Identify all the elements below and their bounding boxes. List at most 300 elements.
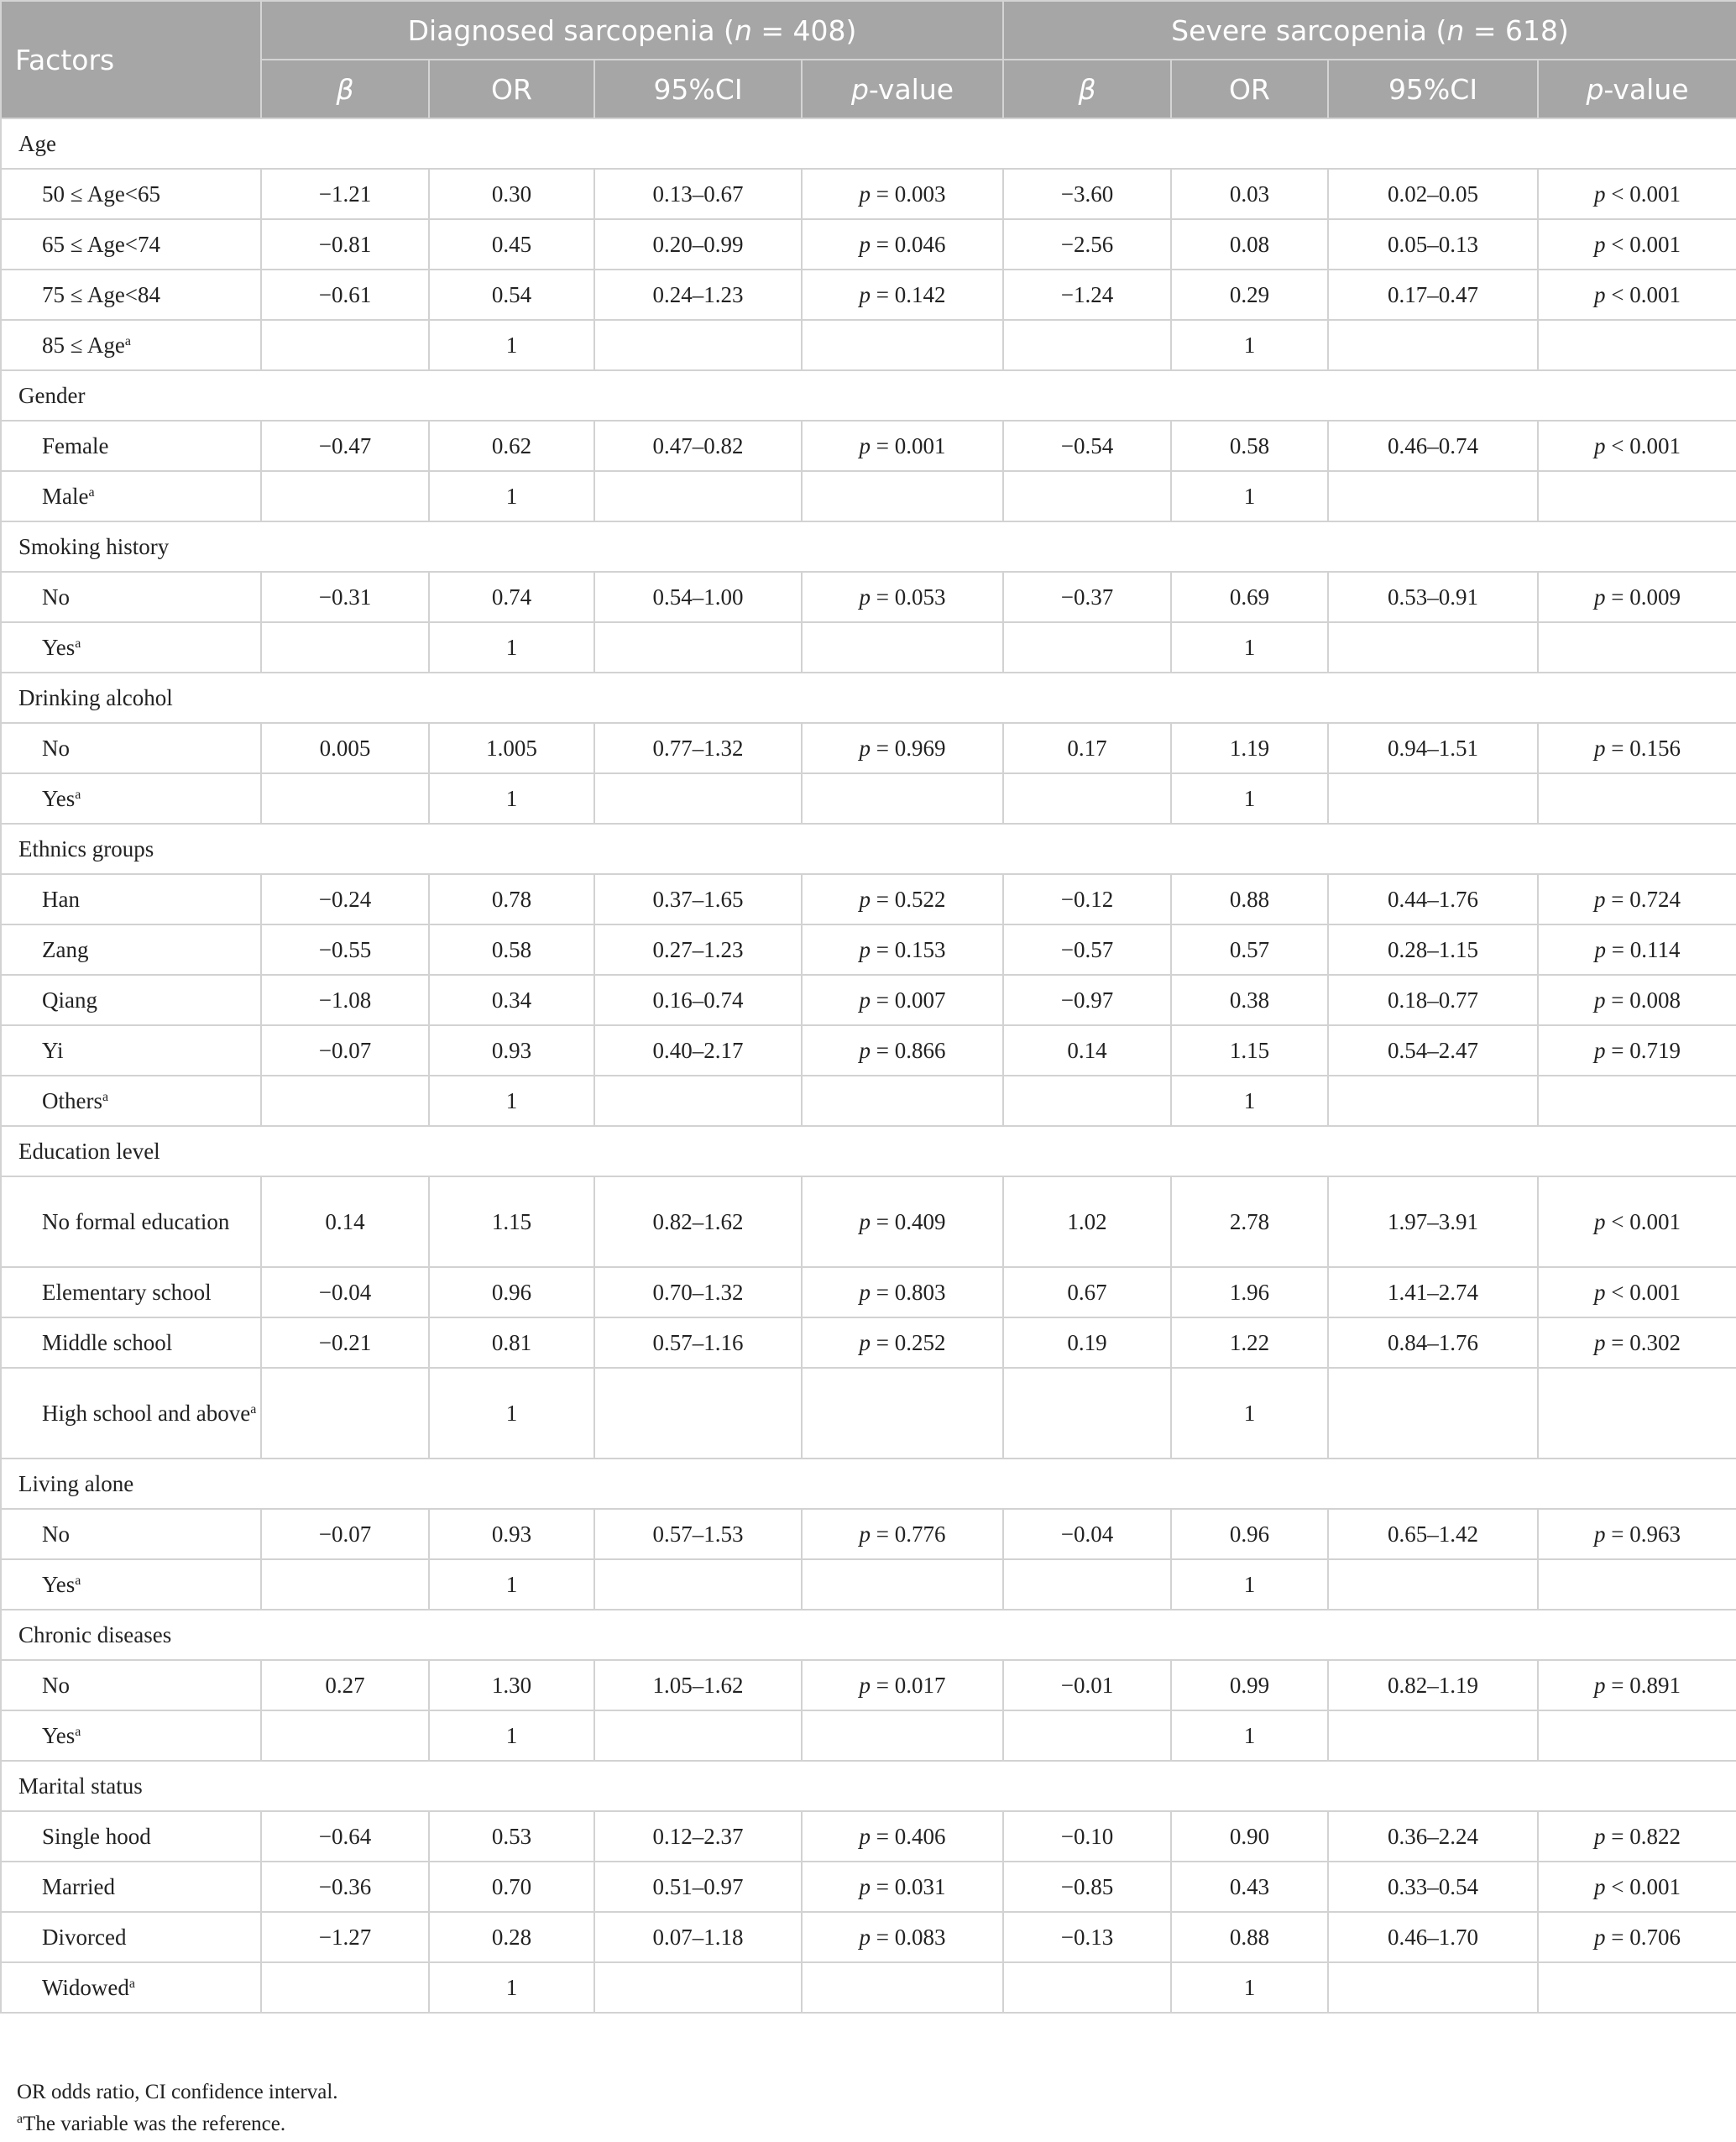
- row-label-text: No formal education: [42, 1209, 230, 1234]
- diagnosed-p-value-cell: [802, 1710, 1003, 1761]
- diagnosed-p-value-cell: [802, 1025, 1003, 1076]
- header-group-diagnosed: Diagnosed sarcopenia (n = 408): [261, 1, 1003, 60]
- diagnosed-ci-cell: 0.37–1.65: [594, 874, 802, 924]
- row-label: [1, 622, 261, 673]
- severe-or-cell: 0.96: [1171, 1509, 1328, 1559]
- diagnosed-or-cell: 1: [429, 320, 594, 370]
- table-row: [1, 1862, 1736, 1912]
- severe-ci-cell: 0.46–0.74: [1328, 421, 1538, 471]
- severe-p-value-cell: [1538, 723, 1736, 773]
- p-value: < 0.001: [1605, 1209, 1681, 1234]
- severe-beta-cell: [1003, 1710, 1171, 1761]
- empty-cell: [802, 521, 1003, 572]
- row-label-text: No: [42, 736, 70, 761]
- diagnosed-ci-cell: 0.27–1.23: [594, 924, 802, 975]
- table-header: [1, 1, 1736, 118]
- p-symbol: p: [1594, 584, 1606, 610]
- p-symbol: p: [1594, 937, 1606, 962]
- diagnosed-ci-cell: 0.82–1.62: [594, 1176, 802, 1267]
- severe-ci-cell: 0.84–1.76: [1328, 1317, 1538, 1368]
- p-symbol: p: [1594, 1521, 1606, 1547]
- row-label-text: Male: [42, 484, 89, 509]
- section-row: [1, 1459, 1736, 1509]
- section-title: Age: [1, 118, 261, 169]
- empty-cell: [429, 1610, 594, 1660]
- severe-p-value-cell: [1538, 1317, 1736, 1368]
- severe-ci-cell: 0.18–0.77: [1328, 975, 1538, 1025]
- severe-or-cell: 0.69: [1171, 572, 1328, 622]
- diagnosed-or-cell: 1: [429, 1962, 594, 2013]
- severe-beta-cell: −0.10: [1003, 1811, 1171, 1862]
- severe-beta-cell: [1003, 1962, 1171, 2013]
- severe-ci-cell: 0.46–1.70: [1328, 1912, 1538, 1962]
- severe-p-value-cell: [1538, 219, 1736, 270]
- reference-mark: a: [88, 485, 95, 500]
- diagnosed-or-cell: 0.28: [429, 1912, 594, 1962]
- severe-beta-cell: −0.57: [1003, 924, 1171, 975]
- table-row: [1, 1176, 1736, 1267]
- header-ci: 95%CI: [1328, 60, 1538, 118]
- severe-p-value-cell: [1538, 975, 1736, 1025]
- severe-p-value-cell: [1538, 773, 1736, 824]
- severe-or-cell: 0.90: [1171, 1811, 1328, 1862]
- severe-ci-cell: [1328, 1559, 1538, 1610]
- diagnosed-or-cell: 0.53: [429, 1811, 594, 1862]
- p-value: = 0.963: [1605, 1521, 1681, 1547]
- row-label: [1, 219, 261, 270]
- diagnosed-p-value-cell: [802, 773, 1003, 824]
- reference-mark: a: [75, 788, 81, 802]
- diagnosed-or-cell: 0.93: [429, 1025, 594, 1076]
- diagnosed-p-value-cell: [802, 270, 1003, 320]
- row-label: [1, 1710, 261, 1761]
- row-label: [1, 1660, 261, 1710]
- severe-p-value-cell: [1538, 320, 1736, 370]
- empty-cell: [1328, 673, 1538, 723]
- diagnosed-p-value-cell: [802, 572, 1003, 622]
- header-p-value: p-value: [802, 60, 1003, 118]
- table-row: [1, 1811, 1736, 1862]
- diagnosed-beta-cell: [261, 1559, 429, 1610]
- p-value: = 0.053: [871, 584, 946, 610]
- row-label-text: No: [42, 1521, 70, 1547]
- severe-p-value-cell: [1538, 1509, 1736, 1559]
- empty-cell: [1328, 824, 1538, 874]
- table-row: [1, 320, 1736, 370]
- row-label: [1, 1862, 261, 1912]
- empty-cell: [1538, 1126, 1736, 1176]
- diagnosed-ci-cell: 0.77–1.32: [594, 723, 802, 773]
- severe-p-value-cell: [1538, 1862, 1736, 1912]
- header-group-severe: Severe sarcopenia (n = 618): [1003, 1, 1736, 60]
- diagnosed-or-cell: 0.54: [429, 270, 594, 320]
- severe-beta-cell: −0.85: [1003, 1862, 1171, 1912]
- reference-mark: a: [128, 1977, 135, 1991]
- diagnosed-beta-cell: −0.36: [261, 1862, 429, 1912]
- p-symbol: p: [859, 1925, 871, 1950]
- empty-cell: [1171, 521, 1328, 572]
- empty-cell: [594, 370, 802, 421]
- p-value: = 0.706: [1605, 1925, 1681, 1950]
- p-value: = 0.969: [871, 736, 946, 761]
- empty-cell: [594, 521, 802, 572]
- severe-ci-cell: 0.82–1.19: [1328, 1660, 1538, 1710]
- section-title: Chronic diseases: [1, 1610, 261, 1660]
- diagnosed-ci-cell: 0.54–1.00: [594, 572, 802, 622]
- p-value: < 0.001: [1605, 232, 1681, 257]
- p-value: = 0.003: [871, 181, 946, 207]
- diagnosed-ci-cell: [594, 320, 802, 370]
- diagnosed-p-value-cell: [802, 1509, 1003, 1559]
- severe-beta-cell: [1003, 622, 1171, 673]
- p-symbol: p: [859, 433, 871, 458]
- diagnosed-or-cell: 1: [429, 1559, 594, 1610]
- row-label: [1, 1559, 261, 1610]
- empty-cell: [261, 1126, 429, 1176]
- section-title: Education level: [1, 1126, 261, 1176]
- table-row: [1, 1267, 1736, 1317]
- p-value: = 0.252: [871, 1330, 946, 1355]
- diagnosed-ci-cell: [594, 471, 802, 521]
- diagnosed-beta-cell: [261, 471, 429, 521]
- diagnosed-or-cell: 1: [429, 471, 594, 521]
- empty-cell: [429, 1761, 594, 1811]
- severe-p-value-cell: [1538, 1811, 1736, 1862]
- diagnosed-ci-cell: 0.57–1.53: [594, 1509, 802, 1559]
- empty-cell: [1171, 1610, 1328, 1660]
- p-value: = 0.822: [1605, 1824, 1681, 1849]
- diagnosed-p-value-cell: [802, 169, 1003, 219]
- header-beta: β: [261, 60, 429, 118]
- empty-cell: [1003, 1610, 1171, 1660]
- p-symbol: p: [1594, 433, 1606, 458]
- row-label-text: Middle school: [42, 1330, 173, 1355]
- p-symbol: p: [1594, 1925, 1606, 1950]
- p-value: = 0.142: [871, 282, 946, 307]
- severe-beta-cell: −1.24: [1003, 270, 1171, 320]
- severe-or-cell: 1: [1171, 622, 1328, 673]
- row-label-text: Single hood: [42, 1824, 151, 1849]
- severe-or-cell: 2.78: [1171, 1176, 1328, 1267]
- row-label: [1, 572, 261, 622]
- p-symbol: p: [1594, 181, 1606, 207]
- diagnosed-ci-cell: 0.40–2.17: [594, 1025, 802, 1076]
- diagnosed-p-value-cell: [802, 1176, 1003, 1267]
- severe-beta-cell: 0.17: [1003, 723, 1171, 773]
- empty-cell: [429, 1459, 594, 1509]
- severe-ci-cell: [1328, 1368, 1538, 1459]
- diagnosed-beta-cell: −0.31: [261, 572, 429, 622]
- header-ci: 95%CI: [594, 60, 802, 118]
- section-title: Smoking history: [1, 521, 261, 572]
- diagnosed-p-value-cell: [802, 1660, 1003, 1710]
- severe-beta-cell: −0.13: [1003, 1912, 1171, 1962]
- table-row: [1, 1710, 1736, 1761]
- row-label-text: 75 ≤ Age<84: [42, 282, 161, 307]
- diagnosed-beta-cell: −1.08: [261, 975, 429, 1025]
- p-value: < 0.001: [1605, 282, 1681, 307]
- diagnosed-p-value-cell: [802, 1862, 1003, 1912]
- diagnosed-p-value-cell: [802, 1912, 1003, 1962]
- p-value: = 0.083: [871, 1925, 946, 1950]
- p-symbol: p: [859, 937, 871, 962]
- empty-cell: [1328, 1610, 1538, 1660]
- row-label: [1, 421, 261, 471]
- p-symbol: p: [859, 232, 871, 257]
- diagnosed-or-cell: 0.96: [429, 1267, 594, 1317]
- p-symbol: p: [1594, 1038, 1606, 1063]
- severe-or-cell: 1: [1171, 773, 1328, 824]
- p-symbol: p: [859, 736, 871, 761]
- severe-or-cell: 0.58: [1171, 421, 1328, 471]
- header-or: OR: [429, 60, 594, 118]
- severe-p-value-cell: [1538, 1962, 1736, 2013]
- p-symbol: p: [1594, 1824, 1606, 1849]
- severe-ci-cell: 0.05–0.13: [1328, 219, 1538, 270]
- p-symbol: p: [859, 1874, 871, 1899]
- diagnosed-p-value-cell: [802, 1368, 1003, 1459]
- severe-beta-cell: [1003, 471, 1171, 521]
- diagnosed-ci-cell: 0.57–1.16: [594, 1317, 802, 1368]
- severe-beta-cell: −0.37: [1003, 572, 1171, 622]
- severe-beta-cell: [1003, 320, 1171, 370]
- severe-ci-cell: 0.65–1.42: [1328, 1509, 1538, 1559]
- diagnosed-ci-cell: [594, 1710, 802, 1761]
- p-value: = 0.007: [871, 987, 946, 1013]
- severe-or-cell: 0.08: [1171, 219, 1328, 270]
- empty-cell: [594, 1126, 802, 1176]
- diagnosed-ci-cell: [594, 773, 802, 824]
- reference-mark: a: [250, 1402, 257, 1417]
- p-symbol: p: [859, 1038, 871, 1063]
- empty-cell: [1328, 521, 1538, 572]
- diagnosed-ci-cell: 0.70–1.32: [594, 1267, 802, 1317]
- row-label-text: Married: [42, 1874, 115, 1899]
- severe-ci-cell: 0.02–0.05: [1328, 169, 1538, 219]
- p-symbol: p: [1594, 1330, 1606, 1355]
- diagnosed-or-cell: 1: [429, 1076, 594, 1126]
- empty-cell: [261, 824, 429, 874]
- empty-cell: [802, 1761, 1003, 1811]
- row-label: [1, 1317, 261, 1368]
- table-row: [1, 1660, 1736, 1710]
- diagnosed-or-cell: 0.45: [429, 219, 594, 270]
- p-symbol: p: [859, 1209, 871, 1234]
- diagnosed-or-cell: 1.30: [429, 1660, 594, 1710]
- empty-cell: [802, 1126, 1003, 1176]
- empty-cell: [802, 824, 1003, 874]
- p-symbol: p: [1594, 282, 1606, 307]
- table-row: [1, 1317, 1736, 1368]
- section-row: [1, 370, 1736, 421]
- severe-beta-cell: −0.97: [1003, 975, 1171, 1025]
- section-row: [1, 824, 1736, 874]
- empty-cell: [802, 1610, 1003, 1660]
- table-row: [1, 1368, 1736, 1459]
- empty-cell: [261, 521, 429, 572]
- severe-p-value-cell: [1538, 1025, 1736, 1076]
- empty-cell: [1328, 1761, 1538, 1811]
- severe-p-value-cell: [1538, 1912, 1736, 1962]
- severe-or-cell: 1: [1171, 471, 1328, 521]
- diagnosed-ci-cell: 0.47–0.82: [594, 421, 802, 471]
- diagnosed-beta-cell: −0.47: [261, 421, 429, 471]
- severe-or-cell: 1: [1171, 1076, 1328, 1126]
- severe-ci-cell: 0.17–0.47: [1328, 270, 1538, 320]
- empty-cell: [429, 1126, 594, 1176]
- row-label-text: Qiang: [42, 987, 97, 1013]
- p-value: = 0.008: [1605, 987, 1681, 1013]
- empty-cell: [1171, 824, 1328, 874]
- severe-or-cell: 0.57: [1171, 924, 1328, 975]
- p-value: = 0.409: [871, 1209, 946, 1234]
- severe-ci-cell: 0.28–1.15: [1328, 924, 1538, 975]
- severe-p-value-cell: [1538, 421, 1736, 471]
- table-row: [1, 874, 1736, 924]
- table-row: [1, 622, 1736, 673]
- severe-beta-cell: 0.67: [1003, 1267, 1171, 1317]
- empty-cell: [594, 1459, 802, 1509]
- diagnosed-p-value-cell: [802, 1811, 1003, 1862]
- diagnosed-beta-cell: [261, 1076, 429, 1126]
- empty-cell: [1171, 673, 1328, 723]
- note-reference: $^a$The variable was the reference.: [17, 2112, 286, 2135]
- severe-beta-cell: 0.19: [1003, 1317, 1171, 1368]
- diagnosed-beta-cell: −1.21: [261, 169, 429, 219]
- header-beta: β: [1003, 60, 1171, 118]
- diagnosed-beta-cell: [261, 320, 429, 370]
- empty-cell: [261, 370, 429, 421]
- empty-cell: [802, 673, 1003, 723]
- row-label: [1, 1509, 261, 1559]
- p-symbol: p: [859, 1824, 871, 1849]
- empty-cell: [1538, 370, 1736, 421]
- severe-beta-cell: −0.12: [1003, 874, 1171, 924]
- p-symbol: p: [859, 584, 871, 610]
- severe-p-value-cell: [1538, 924, 1736, 975]
- p-symbol: p: [1594, 232, 1606, 257]
- empty-cell: [594, 824, 802, 874]
- severe-beta-cell: [1003, 1368, 1171, 1459]
- empty-cell: [429, 824, 594, 874]
- row-label-text: Yes: [42, 1723, 76, 1748]
- row-label: [1, 1368, 261, 1459]
- diagnosed-ci-cell: 0.13–0.67: [594, 169, 802, 219]
- p-value: < 0.001: [1605, 1874, 1681, 1899]
- table-row: [1, 1076, 1736, 1126]
- p-symbol: p: [859, 987, 871, 1013]
- empty-cell: [261, 1761, 429, 1811]
- severe-or-cell: 1.15: [1171, 1025, 1328, 1076]
- table-row: [1, 471, 1736, 521]
- diagnosed-ci-cell: [594, 1076, 802, 1126]
- header-or: OR: [1171, 60, 1328, 118]
- diagnosed-p-value-cell: [802, 219, 1003, 270]
- diagnosed-beta-cell: [261, 622, 429, 673]
- table-notes: [17, 2077, 338, 2140]
- row-label-text: 50 ≤ Age<65: [42, 181, 161, 207]
- severe-ci-cell: [1328, 1710, 1538, 1761]
- diagnosed-ci-cell: [594, 622, 802, 673]
- severe-ci-cell: 0.94–1.51: [1328, 723, 1538, 773]
- p-value: = 0.866: [871, 1038, 946, 1063]
- severe-beta-cell: −0.04: [1003, 1509, 1171, 1559]
- row-label-text: Yi: [42, 1038, 64, 1063]
- p-symbol: p: [859, 1521, 871, 1547]
- diagnosed-or-cell: 0.93: [429, 1509, 594, 1559]
- severe-or-cell: 1.19: [1171, 723, 1328, 773]
- severe-p-value-cell: [1538, 572, 1736, 622]
- severe-beta-cell: 1.02: [1003, 1176, 1171, 1267]
- severe-beta-cell: −2.56: [1003, 219, 1171, 270]
- p-symbol: p: [1594, 1209, 1606, 1234]
- diagnosed-p-value-cell: [802, 1559, 1003, 1610]
- diagnosed-beta-cell: −0.07: [261, 1025, 429, 1076]
- row-label-text: 65 ≤ Age<74: [42, 232, 161, 257]
- empty-cell: [1003, 370, 1171, 421]
- diagnosed-beta-cell: −0.24: [261, 874, 429, 924]
- empty-cell: [429, 118, 594, 169]
- empty-cell: [594, 1761, 802, 1811]
- severe-p-value-cell: [1538, 1368, 1736, 1459]
- p-value: = 0.803: [871, 1280, 946, 1305]
- severe-or-cell: 0.99: [1171, 1660, 1328, 1710]
- p-symbol: p: [1594, 1874, 1606, 1899]
- section-title: Drinking alcohol: [1, 673, 261, 723]
- diagnosed-or-cell: 1: [429, 1710, 594, 1761]
- severe-ci-cell: [1328, 1962, 1538, 2013]
- severe-p-value-cell: [1538, 874, 1736, 924]
- diagnosed-beta-cell: −0.81: [261, 219, 429, 270]
- p-symbol: p: [1594, 736, 1606, 761]
- diagnosed-ci-cell: 0.16–0.74: [594, 975, 802, 1025]
- table-row: [1, 169, 1736, 219]
- section-row: [1, 1610, 1736, 1660]
- severe-ci-cell: [1328, 471, 1538, 521]
- empty-cell: [1003, 673, 1171, 723]
- diagnosed-or-cell: 0.81: [429, 1317, 594, 1368]
- empty-cell: [1538, 1610, 1736, 1660]
- severe-or-cell: 1.96: [1171, 1267, 1328, 1317]
- row-label: [1, 874, 261, 924]
- diagnosed-ci-cell: 0.20–0.99: [594, 219, 802, 270]
- empty-cell: [1003, 1761, 1171, 1811]
- empty-cell: [1538, 824, 1736, 874]
- empty-cell: [1171, 1761, 1328, 1811]
- diagnosed-or-cell: 0.30: [429, 169, 594, 219]
- diagnosed-p-value-cell: [802, 471, 1003, 521]
- diagnosed-p-value-cell: [802, 1076, 1003, 1126]
- diagnosed-beta-cell: 0.27: [261, 1660, 429, 1710]
- diagnosed-or-cell: 1.005: [429, 723, 594, 773]
- row-label-text: Han: [42, 887, 80, 912]
- severe-or-cell: 1: [1171, 320, 1328, 370]
- diagnosed-ci-cell: [594, 1962, 802, 2013]
- severe-beta-cell: [1003, 1559, 1171, 1610]
- section-title: Ethnics groups: [1, 824, 261, 874]
- table-row: [1, 421, 1736, 471]
- empty-cell: [594, 673, 802, 723]
- diagnosed-ci-cell: [594, 1368, 802, 1459]
- p-symbol: p: [859, 1330, 871, 1355]
- diagnosed-p-value-cell: [802, 1317, 1003, 1368]
- reference-mark: a: [75, 1574, 81, 1588]
- row-label: [1, 975, 261, 1025]
- row-label-text: 85 ≤ Age: [42, 333, 125, 358]
- reference-mark: a: [75, 636, 81, 651]
- row-label: [1, 1912, 261, 1962]
- row-label: [1, 169, 261, 219]
